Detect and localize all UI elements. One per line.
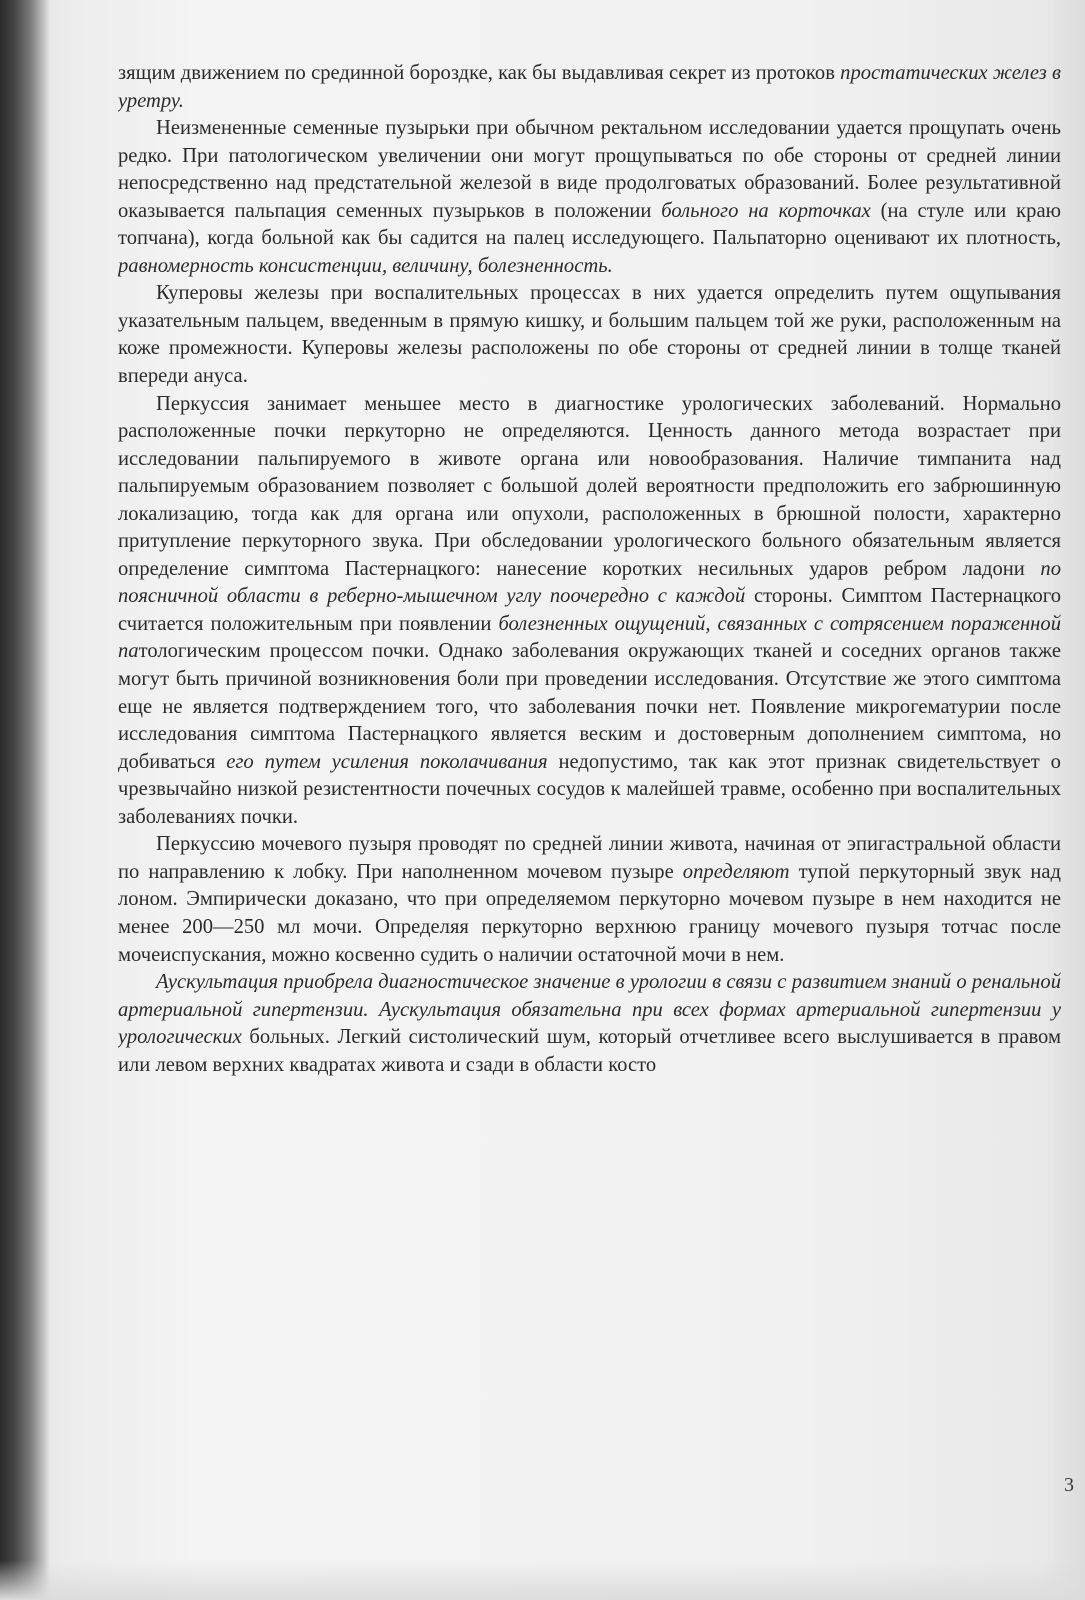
italic-text-run: больного на корточках <box>661 199 871 222</box>
text-run: Неизмененные семенные пузырьки при обычном ректальном исследовании удается прощупать очень редко. При патологическом увеличении они могут прощупываться по обе стороны от средней линии непосредственно над предстательной железой в виде продолговатых образований. Более результативной оказывается пальпация семенных пузырьков в положении <box>118 117 1061 222</box>
italic-text-run: болезненных ощущений, связанных с сотрясением пораженной па <box>118 612 1061 663</box>
italic-text-run: равномерность консистенции, величину, болезненность. <box>118 254 613 277</box>
text-run: тупой перкуторный звук над лоном. Эмпирически доказано, что при определяемом перкуторно мочевом пузыре в нем находится не менее 200—250 мл мочи. Определяя перкуторно верхнюю границу мочевого пузыря тотчас после мочеиспускания, можно косвенно судить о наличии остаточной мочи в нем. <box>118 860 1061 966</box>
text-run: Перкуссию мочевого пузыря проводят по средней линии живота, начиная от эпигастральной области по направлению к лобку. При наполненном мочевом пузыре <box>118 833 1061 883</box>
text-run: зящим движением по срединной бороздке, как бы выдавливая секрет из протоков <box>118 62 841 84</box>
text-run: Перкуссия занимает меньшее место в диагностике урологических заболеваний. Нормально расположенные почки перкуторно не определяются. Ценность данного метода возрастает при исследовании пальпируемого в животе органа или новообразования. Наличие тимпанита над пальпируемым образованием позволяет с большой долей вероятности предположить его забрюшинную локализацию, тогда как для органа или опухоли, расположенных в брюшной полости, характерно притупление перкуторного звука. При обследовании урологического больного обязательным является определение симптома Пастернацкого: нанесение коротких несильных ударов ребром ладони <box>118 392 1061 580</box>
italic-text-run: определяют <box>682 860 790 883</box>
page-bottom-shadow <box>0 1560 1085 1600</box>
paragraph <box>118 969 1061 1079</box>
book-binding-shadow <box>0 0 50 1600</box>
paragraph <box>118 280 1061 390</box>
page-number: 3 <box>1064 1474 1074 1496</box>
text-run: (на стуле или краю топчана), когда больной как бы садится на палец исследующего. Пальпаторно оценивают их плотность, <box>118 199 1061 250</box>
text-run: недопустимо, так как этот признак свидетельствует о чрезвычайно низкой резистентности почечных сосудов к малейшей травме, особенно при воспалительных заболеваниях почки. <box>118 750 1061 828</box>
italic-text-run: простатических желез в уретру. <box>118 62 1061 112</box>
paragraph <box>118 391 1061 832</box>
paragraph <box>118 831 1061 969</box>
text-run: больных. Легкий систолический шум, который отчетливее всего выслушивается в правом или левом верхних квадратах живота и сзади в области косто <box>118 1026 1061 1076</box>
body-text <box>118 60 1061 1530</box>
paragraph <box>118 115 1061 280</box>
text-run: Куперовы железы при воспалительных процессах в них удается определить путем ощупывания указательным пальцем, введенным в прямую кишку, и большим пальцем той же руки, расположенным на коже промежности. Куперовы железы расположены по обе стороны от средней линии в толще тканей впереди ануса. <box>118 282 1061 388</box>
italic-text-run: по поясничной области в реберно-мышечном углу поочередно с каждой <box>118 557 1061 608</box>
text-run: тологическим процессом почки. Однако заболевания окружающих тканей и соседних органов также могут быть причиной возникновения боли при проведении исследования. Отсутствие же этого симптома еще не является подтверждением того, что заболевания почки нет. Появление микрогематурии после исследования симптома Пастернацкого является веским и достоверным дополнением симптома, но добиваться <box>118 640 1061 773</box>
paragraph <box>118 60 1061 115</box>
text-run: стороны. Симптом Пастернацкого считается положительным при появлении <box>118 585 1061 635</box>
italic-text-run: его путем усиления поколачивания <box>226 750 548 773</box>
italic-text-run: Аускультация приобрела диагностическое значение в урологии в связи с развитием знаний о ренальной артериальной гипертензии. Аускультация обязательна при всех формах артериальной гипертензии у урологических <box>118 971 1061 1049</box>
